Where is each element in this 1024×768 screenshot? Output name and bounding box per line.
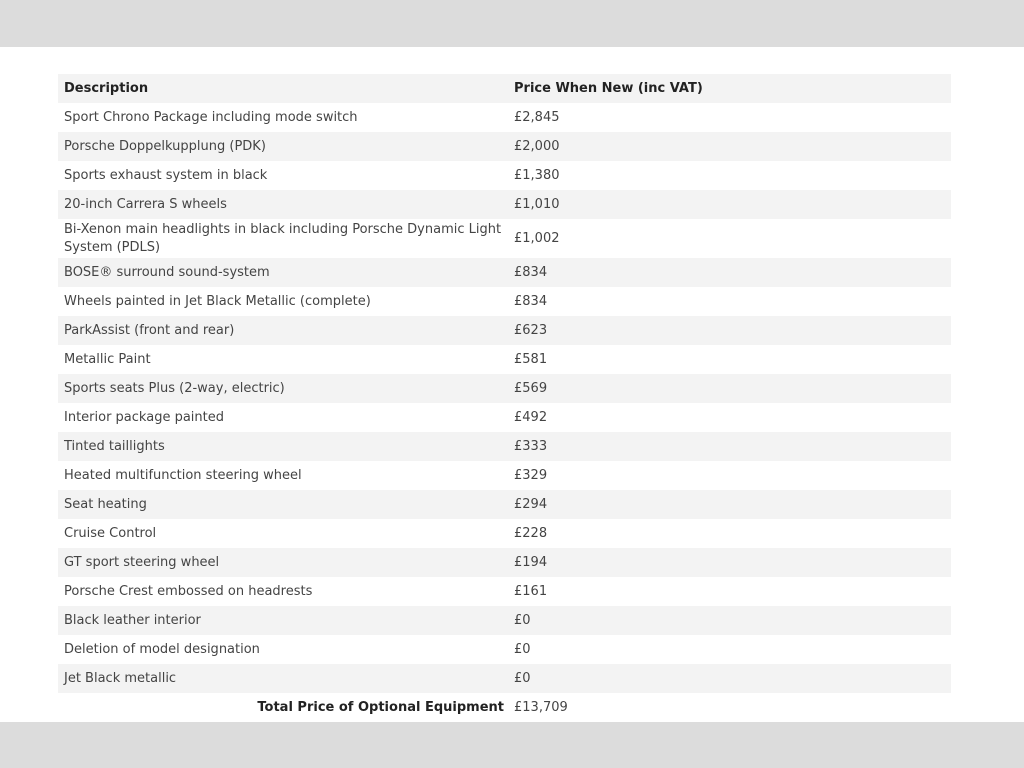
table-row [58, 432, 951, 461]
table-row [58, 635, 951, 664]
row-description: Sport Chrono Package including mode switch [58, 103, 508, 132]
row-price: £194 [508, 548, 951, 577]
row-price: £2,845 [508, 103, 951, 132]
row-price: £0 [508, 635, 951, 664]
table-row [58, 519, 951, 548]
row-price: £1,002 [508, 219, 951, 258]
table-row [58, 461, 951, 490]
table-row [58, 548, 951, 577]
table-row [58, 190, 951, 219]
row-price: £2,000 [508, 132, 951, 161]
row-description: Porsche Crest embossed on headrests [58, 577, 508, 606]
table-row [58, 664, 951, 693]
optional-equipment-table [58, 74, 951, 722]
row-price: £623 [508, 316, 951, 345]
row-description: Sports exhaust system in black [58, 161, 508, 190]
row-price: £834 [508, 258, 951, 287]
table-row [58, 316, 951, 345]
row-price: £228 [508, 519, 951, 548]
table-row [58, 287, 951, 316]
row-description: Deletion of model designation [58, 635, 508, 664]
table-row [58, 103, 951, 132]
row-price: £329 [508, 461, 951, 490]
header-price: Price When New (inc VAT) [508, 74, 951, 103]
row-description: Porsche Doppelkupplung (PDK) [58, 132, 508, 161]
row-description: 20-inch Carrera S wheels [58, 190, 508, 219]
row-description: Jet Black metallic [58, 664, 508, 693]
content-page [0, 47, 1024, 722]
table-row [58, 219, 951, 258]
total-label: Total Price of Optional Equipment [58, 693, 508, 722]
row-description: BOSE® surround sound-system [58, 258, 508, 287]
total-row [58, 693, 951, 722]
table-row [58, 403, 951, 432]
table-row [58, 345, 951, 374]
row-price: £1,380 [508, 161, 951, 190]
row-price: £569 [508, 374, 951, 403]
row-price: £834 [508, 287, 951, 316]
row-price: £581 [508, 345, 951, 374]
row-price: £333 [508, 432, 951, 461]
row-description: Black leather interior [58, 606, 508, 635]
table-row [58, 606, 951, 635]
table-row [58, 577, 951, 606]
row-description: Bi-Xenon main headlights in black including Porsche Dynamic Light System (PDLS) [58, 219, 508, 258]
row-price: £1,010 [508, 190, 951, 219]
row-description: Seat heating [58, 490, 508, 519]
row-description: Wheels painted in Jet Black Metallic (complete) [58, 287, 508, 316]
row-price: £161 [508, 577, 951, 606]
row-description: Tinted taillights [58, 432, 508, 461]
table-row [58, 161, 951, 190]
table-row [58, 132, 951, 161]
table-row [58, 374, 951, 403]
row-description: ParkAssist (front and rear) [58, 316, 508, 345]
row-price: £0 [508, 664, 951, 693]
table-row [58, 490, 951, 519]
row-description: Sports seats Plus (2-way, electric) [58, 374, 508, 403]
row-description: Heated multifunction steering wheel [58, 461, 508, 490]
header-description: Description [58, 74, 508, 103]
row-price: £492 [508, 403, 951, 432]
row-price: £294 [508, 490, 951, 519]
row-description: GT sport steering wheel [58, 548, 508, 577]
row-description: Cruise Control [58, 519, 508, 548]
row-description: Metallic Paint [58, 345, 508, 374]
row-price: £0 [508, 606, 951, 635]
table-header-row [58, 74, 951, 103]
table-row [58, 258, 951, 287]
row-description: Interior package painted [58, 403, 508, 432]
total-price: £13,709 [508, 693, 951, 722]
